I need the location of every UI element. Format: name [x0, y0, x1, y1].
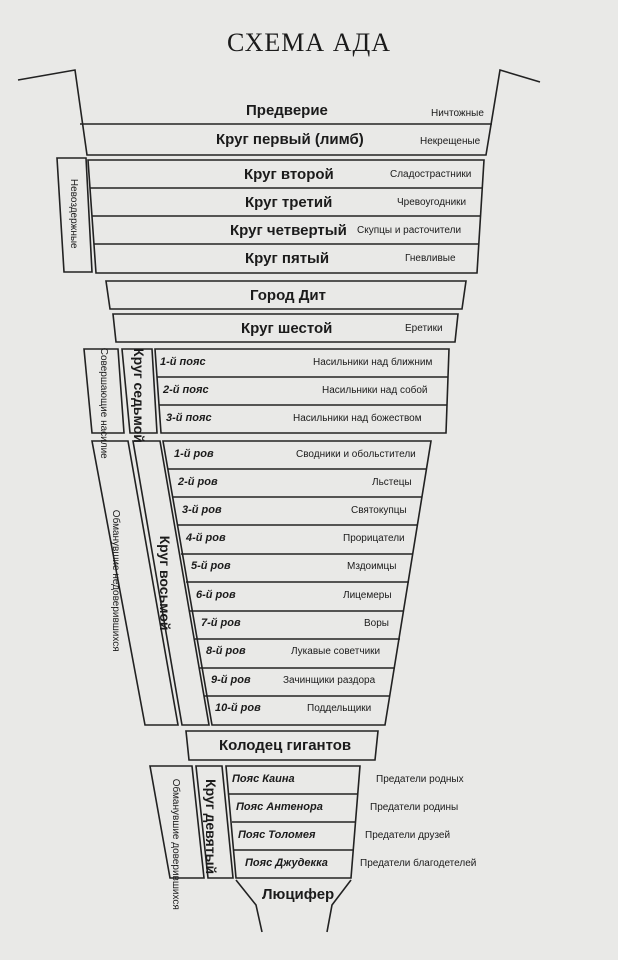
circle8-row-name: 1-й ров — [174, 448, 214, 460]
row-krug6-name: Круг шестой — [241, 320, 333, 337]
side-label-nevozderzhnye: Невоздержные — [67, 178, 79, 249]
circle7-row-name: 1-й пояс — [160, 356, 206, 368]
row-krug4-sinners: Скупцы и расточители — [357, 225, 462, 236]
row-lucifer-name: Люцифер — [262, 886, 335, 903]
circle9-row-sinners: Предатели друзей — [365, 830, 451, 841]
row-krug1-sinners: Некрещеные — [420, 136, 481, 147]
circle8-row-sinners: Поддельщики — [307, 703, 372, 714]
row-dit-name: Город Дит — [250, 287, 326, 304]
row-predverie-sinners: Ничтожные — [431, 108, 484, 119]
circle8-row-sinners: Льстецы — [372, 477, 412, 488]
circle8-row-sinners: Прорицатели — [343, 533, 405, 544]
row-krug6-sinners: Еретики — [405, 323, 443, 334]
circle8-row-name: 9-й ров — [211, 674, 251, 686]
circle9-row-sinners: Предатели родных — [376, 774, 464, 785]
row-krug3-name: Круг третий — [245, 194, 333, 211]
lucifer-outline — [236, 880, 262, 932]
circle8-row-sinners: Сводники и обольстители — [296, 449, 416, 460]
circle8-row-name: 6-й ров — [196, 589, 236, 601]
circle9-row-name: Пояс Джудекка — [245, 857, 328, 869]
row-wells-name: Колодец гигантов — [219, 737, 352, 754]
side-label-krug9: Круг девятый — [203, 779, 220, 875]
circle8-row-sinners: Святокупцы — [351, 505, 407, 516]
row-krug5-name: Круг пятый — [245, 250, 330, 267]
row-krug1-name: Круг первый (лимб) — [216, 131, 364, 148]
circle8-row-sinners: Воры — [364, 618, 389, 629]
circle9-row-name: Пояс Антенора — [236, 801, 323, 813]
circle7-row-sinners: Насильники над собой — [322, 385, 428, 396]
circle8-row-name: 7-й ров — [201, 617, 241, 629]
row-predverie-name: Предверие — [246, 102, 328, 119]
circle7-row-sinners: Насильники над божеством — [293, 413, 422, 424]
circle8-row-sinners: Лукавые советчики — [291, 646, 381, 657]
row-krug3-sinners: Чревоугодники — [397, 197, 467, 208]
circle8-row-name: 8-й ров — [206, 645, 246, 657]
side-label-krug8: Круг восьмой — [157, 535, 174, 631]
diagram-title: СХЕМА АДА — [226, 28, 391, 57]
circle9-row-name: Пояс Каина — [232, 773, 295, 785]
row-krug4-name: Круг четвертый — [230, 222, 347, 239]
row-krug2-sinners: Сладострастники — [390, 169, 472, 180]
side-label-violence: Совершающие насилие — [97, 347, 109, 459]
circle9-row-sinners: Предатели родины — [370, 802, 459, 813]
row-krug2-name: Круг второй — [244, 166, 334, 183]
circle8-row-sinners: Зачинщики раздора — [283, 675, 376, 686]
circle7-row-name: 2-й пояс — [163, 384, 209, 396]
circle8-row-name: 3-й ров — [182, 504, 222, 516]
circle7-row-name: 3-й пояс — [166, 412, 212, 424]
circle8-row-sinners: Мздоимцы — [347, 561, 397, 572]
circle9-row-sinners: Предатели благодетелей — [360, 858, 477, 869]
circle8-row-name: 5-й ров — [191, 560, 231, 572]
circle7-row-sinners: Насильники над ближним — [313, 357, 433, 368]
circle8-row-sinners: Лицемеры — [343, 590, 392, 601]
circle8-row-name: 2-й ров — [178, 476, 218, 488]
circle8-row-name: 10-й ров — [215, 702, 261, 714]
side-label-krug7: Круг седьмой — [131, 348, 148, 443]
circle9-row-name: Пояс Толомея — [238, 829, 316, 841]
row-krug5-sinners: Гневливые — [405, 253, 456, 264]
side-label-trusted: Обманувшие доверившихся — [169, 778, 181, 910]
circle8-row-name: 4-й ров — [186, 532, 226, 544]
side-label-deceived: Обманувшие недоверившихся — [109, 509, 121, 652]
